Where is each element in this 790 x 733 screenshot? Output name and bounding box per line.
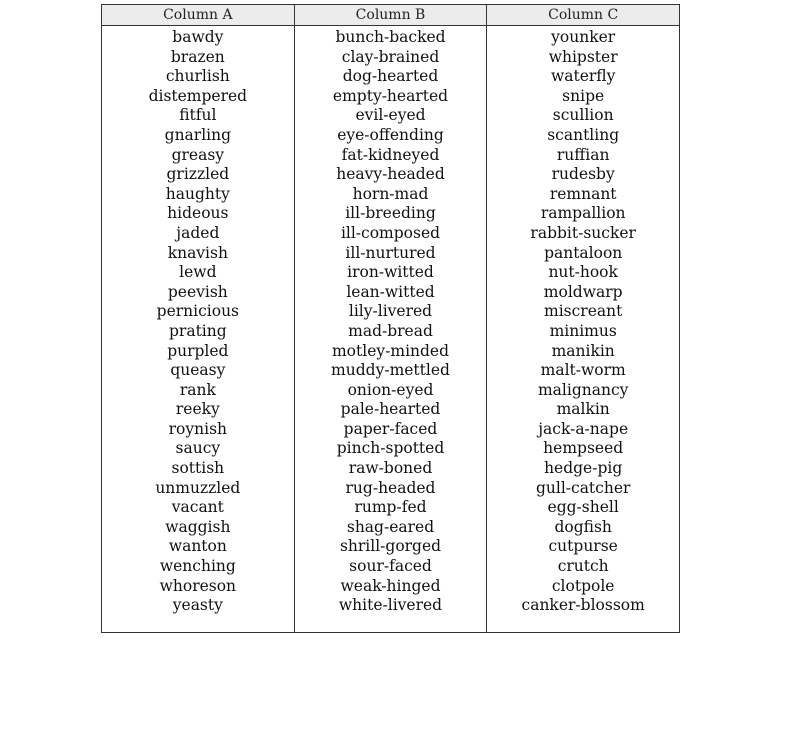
column-b-word: pinch-spotted [336, 439, 445, 458]
column-a-header: Column A [163, 7, 233, 23]
column-a-word: fitful [179, 106, 217, 125]
column-a-word: pernicious [156, 302, 240, 321]
column-b-word: rump-fed [354, 498, 427, 517]
column-b-word: bunch-backed [335, 28, 446, 46]
column-a-word: churlish [165, 67, 230, 86]
column-a-word: sottish [171, 459, 225, 478]
column-c-word: crutch [557, 557, 609, 576]
column-a-word: greasy [171, 145, 225, 164]
column-b-word: white-livered [338, 596, 443, 615]
column-b-word: fat-kidneyed [341, 145, 440, 164]
column-a-word: rank [179, 380, 216, 399]
column-b-word: evil-eyed [355, 106, 426, 125]
column-b-word: ill-composed [340, 223, 441, 242]
column-c-word: snipe [562, 86, 605, 105]
column-b-word: paper-faced [343, 419, 438, 438]
column-c-word: scantling [547, 125, 620, 144]
column-c-word: moldwarp [543, 282, 623, 301]
column-a-word: roynish [168, 419, 228, 438]
column-b-word: pale-hearted [340, 400, 441, 419]
column-c-word: canker-blossom [521, 596, 645, 615]
column-a-word: hideous [167, 204, 229, 223]
column-c-word: remnant [549, 184, 617, 203]
column-b [294, 26, 487, 632]
column-a-word: prating [169, 321, 227, 340]
column-b-word: horn-mad [352, 184, 429, 203]
column-a-word: yeasty [172, 596, 223, 615]
column-c-word: egg-shell [547, 498, 619, 517]
column-a-word: bawdy [172, 28, 224, 46]
column-a-word: gnarling [164, 125, 232, 144]
column-b-word: empty-hearted [332, 86, 449, 105]
column-a-word: saucy [175, 439, 221, 458]
word-table [101, 4, 680, 633]
column-b-word: iron-witted [347, 263, 434, 282]
column-a-word: vacant [171, 498, 224, 517]
column-c-word: dogfish [554, 517, 612, 536]
table-header-row [102, 5, 679, 26]
column-b-word: shrill-gorged [339, 537, 442, 556]
column-c-word: waterfly [550, 67, 616, 86]
column-b-word: weak-hinged [340, 576, 441, 595]
column-a-word: unmuzzled [155, 478, 241, 497]
column-c-word: gull-catcher [535, 478, 631, 497]
column-c-word: cutpurse [548, 537, 618, 556]
column-b-word: raw-boned [348, 459, 433, 478]
column-c-word: ruffian [556, 145, 610, 164]
column-c-word: miscreant [544, 302, 623, 321]
column-c-word: younker [551, 28, 616, 46]
column-a-word: reeky [175, 400, 220, 419]
column-c-word: rabbit-sucker [530, 223, 636, 242]
column-a-word: knavish [167, 243, 228, 262]
column-c-word: rampallion [540, 204, 626, 223]
column-b-word: muddy-mettled [331, 361, 450, 380]
column-a-word: queasy [170, 361, 226, 380]
column-a-word: jaded [176, 223, 220, 242]
column-c-word: nut-hook [548, 263, 618, 282]
column-a-word: lewd [179, 263, 217, 282]
column-c-word: minimus [549, 321, 617, 340]
column-b-word: ill-nurtured [345, 243, 436, 262]
column-a-word: purpled [167, 341, 229, 360]
column-a-word: brazen [170, 47, 225, 66]
column-c-word: jack-a-nape [538, 419, 629, 438]
column-b-word: eye-offending [337, 125, 444, 144]
column-a-word: waggish [165, 517, 231, 536]
column-b-word: shag-eared [346, 517, 435, 536]
column-c-word: hedge-pig [544, 459, 623, 478]
column-b-word: dog-hearted [342, 67, 439, 86]
column-b-word: lean-witted [346, 282, 435, 301]
column-c-header: Column C [486, 5, 679, 25]
column-b-header: Column B [294, 5, 487, 25]
column-a-word: grizzled [166, 165, 230, 184]
column-c-word: hempseed [543, 439, 624, 458]
column-c-word: pantaloon [544, 243, 623, 262]
column-b-word: mad-bread [348, 321, 433, 340]
column-b-word: rug-headed [345, 478, 436, 497]
column-b-word: onion-eyed [347, 380, 434, 399]
column-b-word: lily-livered [348, 302, 433, 321]
column-c-word: malignancy [537, 380, 629, 399]
column-a-word: peevish [167, 282, 228, 301]
column-c-word: malkin [556, 400, 610, 419]
column-c-word: scullion [552, 106, 614, 125]
column-b-word: clay-brained [341, 47, 440, 66]
column-c-word: manikin [551, 341, 615, 360]
column-c [486, 26, 679, 632]
column-a-word: whoreson [159, 576, 237, 595]
table-body [102, 26, 679, 632]
column-c-word: rudesby [551, 165, 615, 184]
column-b-word: ill-breeding [345, 204, 436, 223]
column-a-word: wenching [159, 557, 236, 576]
column-a-word: wanton [168, 537, 227, 556]
column-b-word: motley-minded [331, 341, 450, 360]
column-a-word: distempered [148, 86, 248, 105]
column-c-word: whipster [548, 47, 618, 66]
column-a-word: haughty [165, 184, 230, 203]
column-b-word: heavy-headed [336, 165, 445, 184]
column-a [102, 26, 294, 632]
column-b-word: sour-faced [349, 557, 432, 576]
column-c-word: clotpole [551, 576, 615, 595]
column-c-word: malt-worm [540, 361, 626, 380]
